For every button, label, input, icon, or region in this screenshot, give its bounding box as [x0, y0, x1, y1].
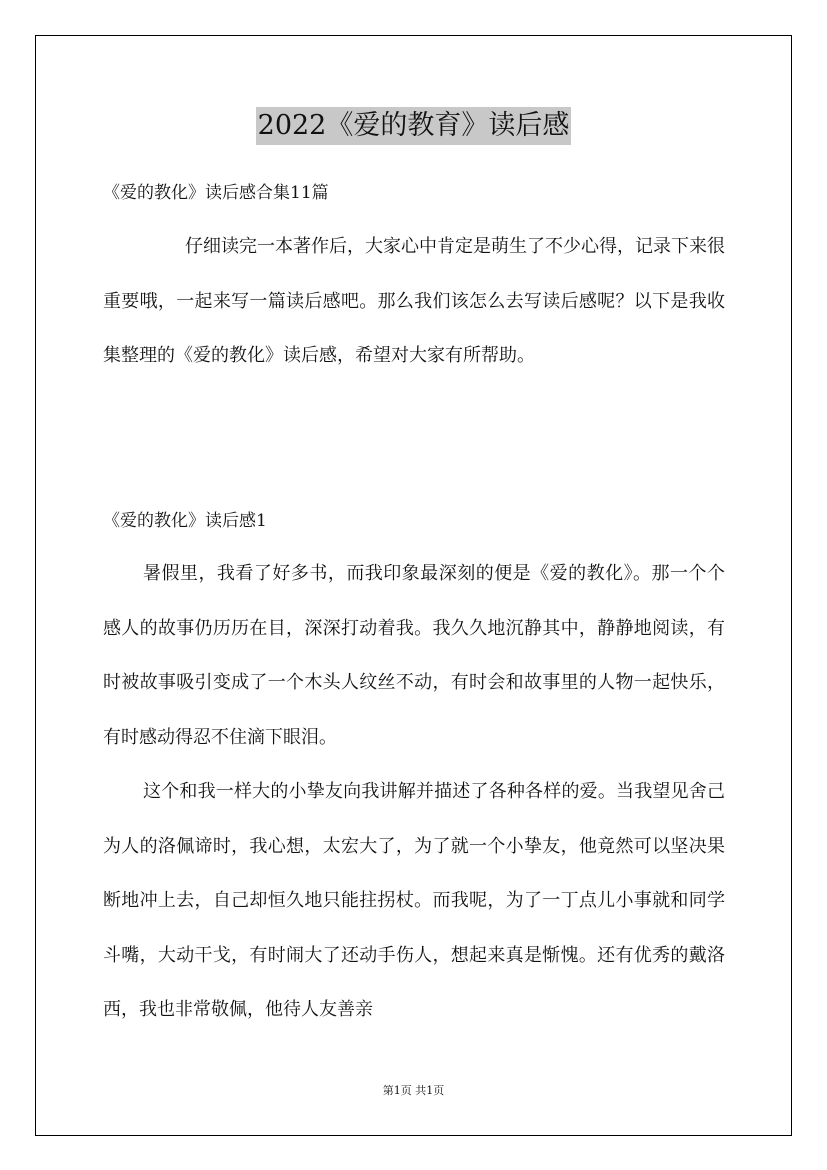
- body-paragraph: 这个和我一样大的小挚友向我讲解并描述了各种各样的爱。当我望见舍己为人的洛佩谛时，我心想，太宏大了，为了就一个小挚友，他竟然可以坚决果断地冲上去，自己却恒久地只能拄拐杖。而我呢，为了一丁点儿小事就和同学斗嘴，大动干戈，有时闹大了还动手伤人，想起来真是惭愧。还有优秀的戴洛西，我也非常敬佩，他待人友善亲: [103, 781, 725, 1020]
- collection-heading: 《爱的教化》读后感合集11篇: [103, 183, 329, 203]
- document-title: [0, 104, 827, 145]
- section-heading: 《爱的教化》读后感1: [103, 511, 267, 531]
- intro-paragraph: 仔细读完一本著作后，大家心中肯定是萌生了不少心得，记录下来很重要哦，一起来写一篇读后感吧。那么我们该怎么去写读后感呢？以下是我收集整理的《爱的教化》读后感，希望对大家有所帮助。: [103, 236, 725, 366]
- body-paragraph: 暑假里，我看了好多书，而我印象最深刻的便是《爱的教化》。那一个个感人的故事仍历历在目，深深打动着我。我久久地沉静其中，静静地阅读，有时被故事吸引变成了一个木头人纹丝不动，有时会和故事里的人物一起快乐，有时感动得忍不住滴下眼泪。: [103, 563, 725, 748]
- document-title-text: 2022《爱的教育》读后感: [256, 107, 572, 145]
- page-footer: 第1页 共1页: [382, 1084, 445, 1097]
